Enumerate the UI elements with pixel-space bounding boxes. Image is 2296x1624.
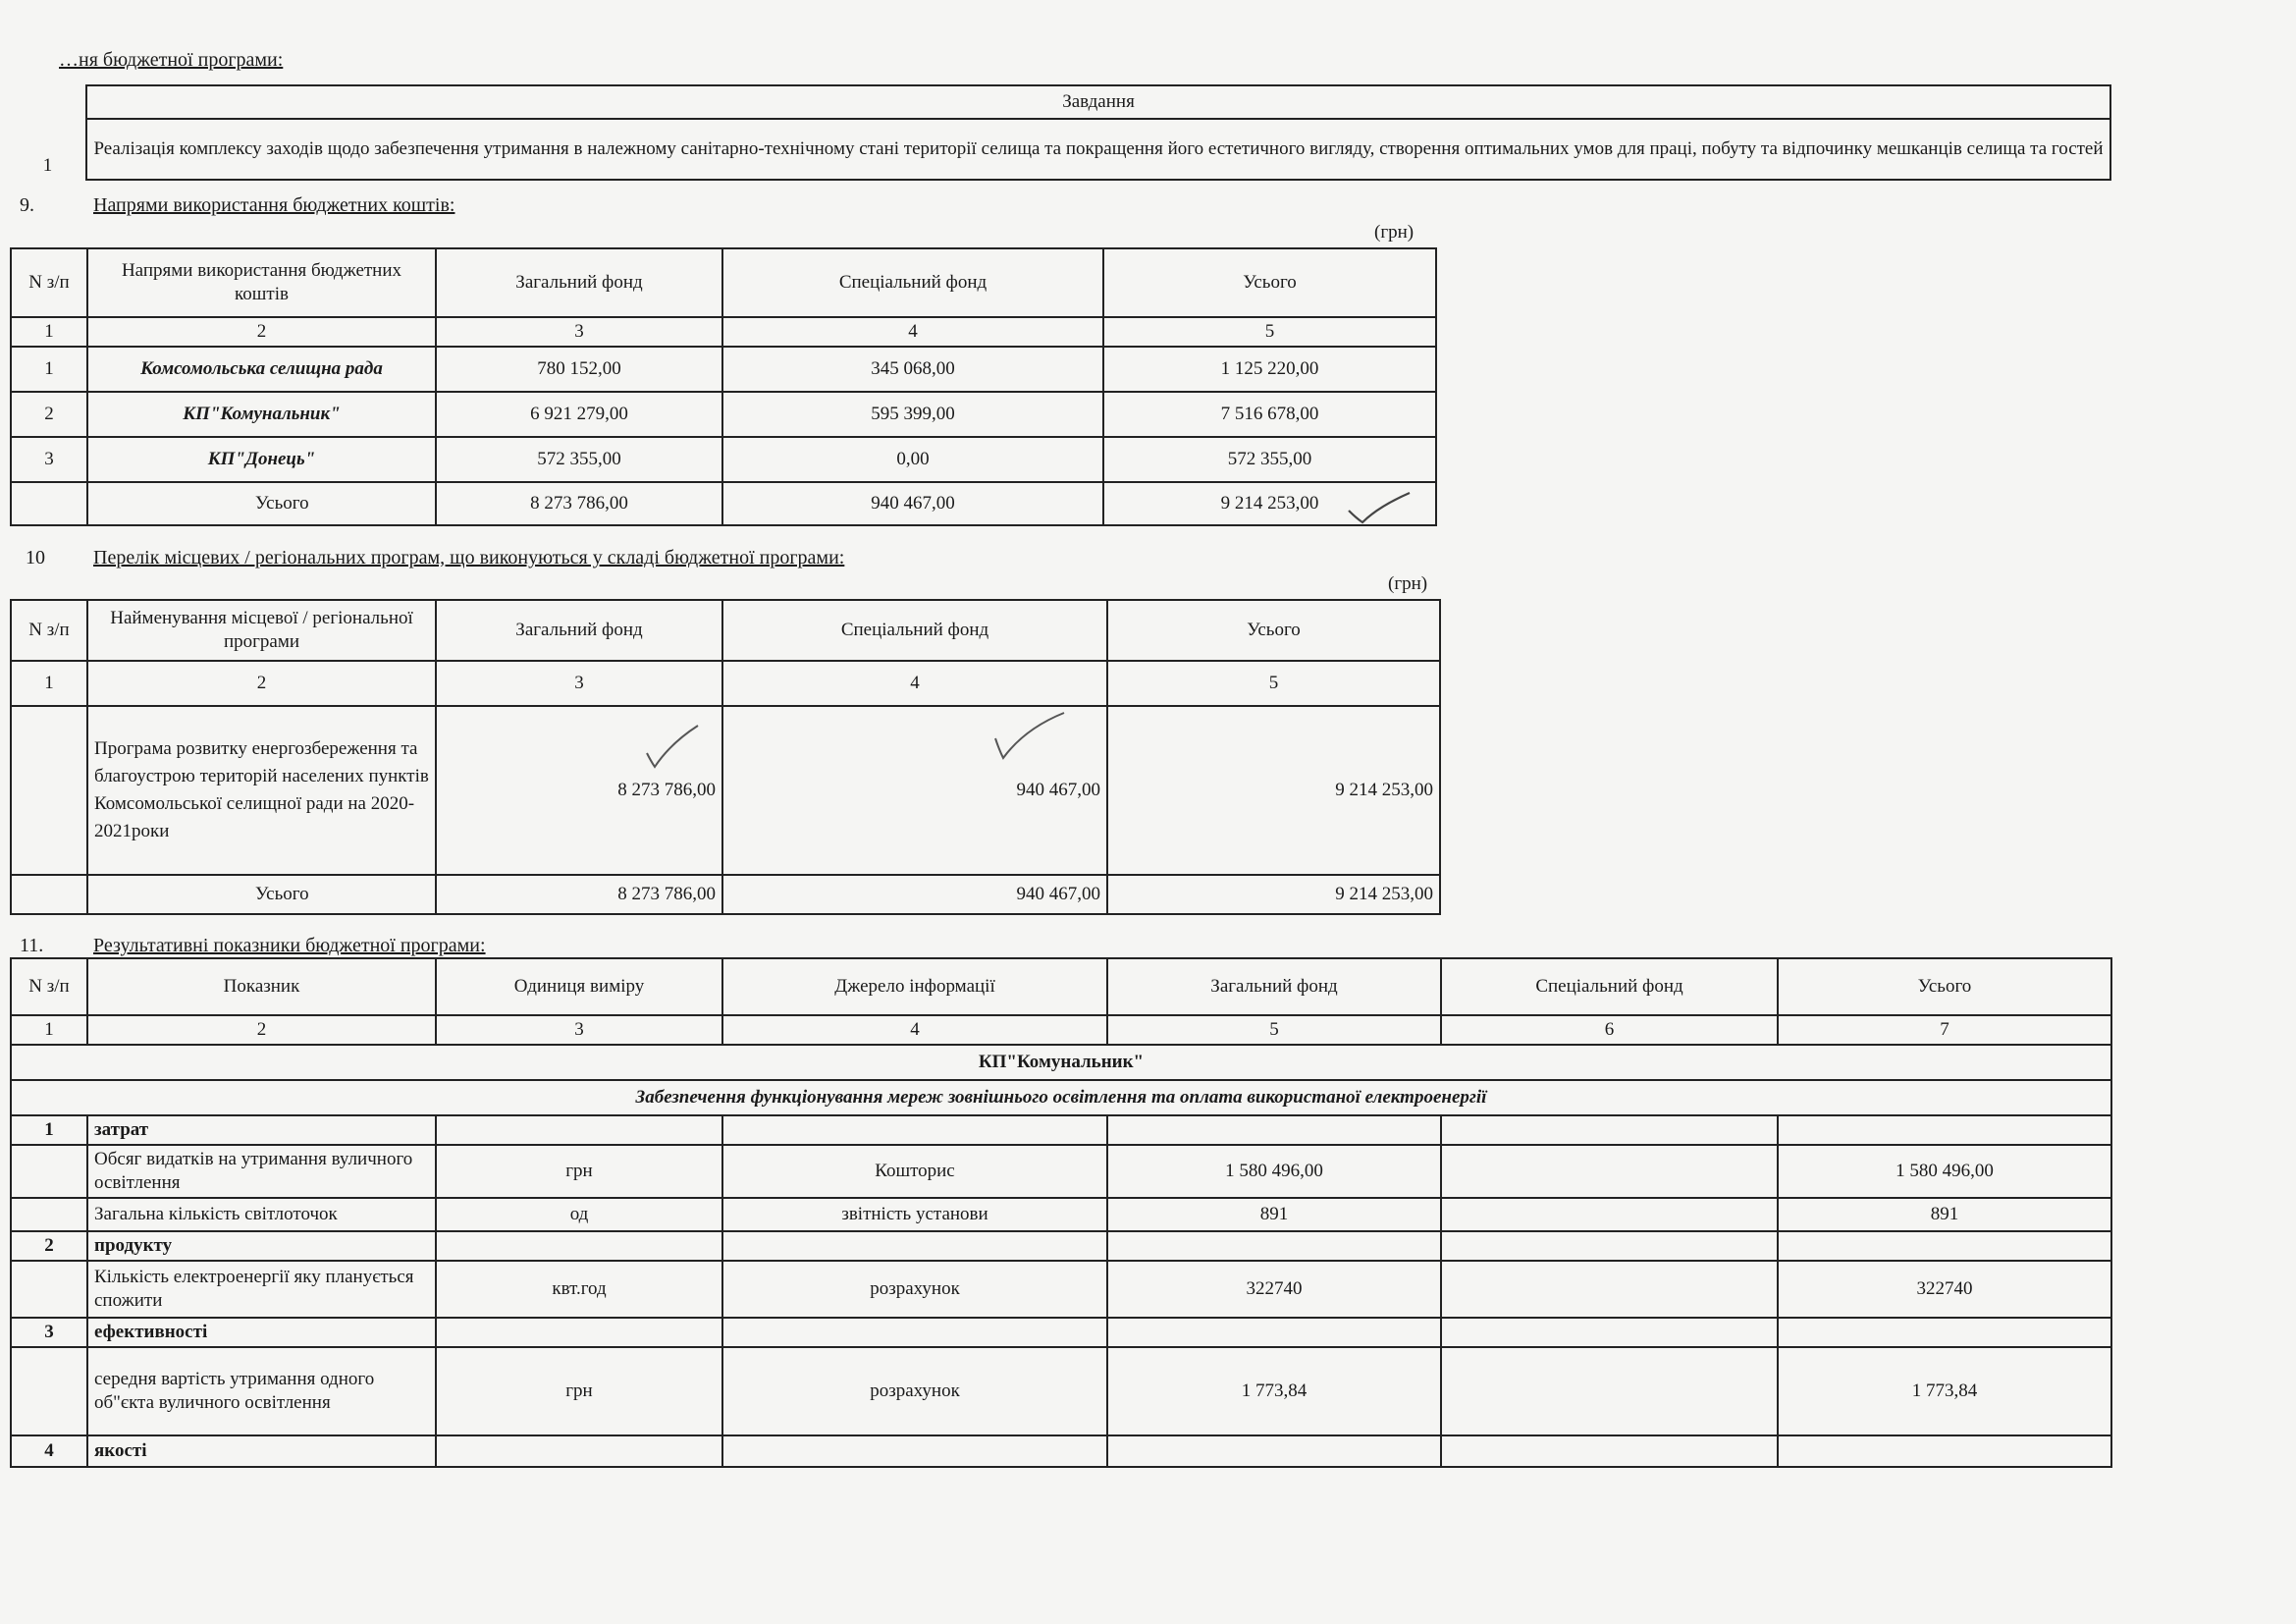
col-header-indicator: Показник	[87, 958, 436, 1015]
col-header-no: N з/п	[11, 248, 87, 317]
index-cell: 1	[11, 661, 87, 706]
task-text: Реалізація комплексу заходів щодо забезпечення утримання в належному санітарно-технічному стані території селища та покращення його естетичного вигляду, створення оптимальних умов для праці, побуту та відпочинку мешканців селища та гостей	[86, 119, 2110, 180]
col-header-program: Найменування місцевої / регіональної програми	[87, 600, 436, 661]
section9-title: Напрями використання бюджетних коштів:	[93, 194, 455, 216]
index-cell: 2	[87, 317, 436, 347]
index-cell: 7	[1778, 1015, 2111, 1045]
index-cell: 4	[722, 661, 1107, 706]
task-row-no: 1	[42, 155, 53, 176]
total-row: Усього 8 273 786,00 940 467,00 9 214 253,00	[11, 875, 1440, 914]
checkmark-icon	[1345, 489, 1414, 528]
section11-title: Результативні показники бюджетної програми:	[93, 935, 486, 956]
col-header-no: N з/п	[11, 958, 87, 1015]
index-cell: 5	[1103, 317, 1436, 347]
section10-title: Перелік місцевих / регіональних програм, що виконуються у складі бюджетної програми:	[93, 547, 845, 568]
index-cell: 5	[1107, 1015, 1441, 1045]
col-header-general: Загальний фонд	[436, 600, 722, 661]
index-cell: 3	[436, 661, 722, 706]
index-cell: 4	[722, 1015, 1107, 1045]
index-cell: 4	[722, 317, 1103, 347]
table-row: Загальна кількість світлоточок од звітність установи 891 891	[11, 1198, 2111, 1231]
index-cell: 2	[87, 1015, 436, 1045]
table-row: 3 КП"Донець" 572 355,00 0,00 572 355,00	[11, 437, 1436, 482]
col-header-unit: Одиниця виміру	[436, 958, 722, 1015]
org-heading: КП"Комунальник"	[11, 1045, 2111, 1080]
group-row: 4 якості	[11, 1435, 2111, 1467]
index-cell: 3	[436, 317, 722, 347]
table-row: 1 Комсомольська селищна рада 780 152,00 345 068,00 1 125 220,00	[11, 347, 1436, 392]
section9-unit: (грн)	[1374, 222, 1415, 243]
task-header: Завдання	[86, 85, 2110, 119]
index-cell: 5	[1107, 661, 1440, 706]
table-row: середня вартість утримання одного об"єкта вуличного освітлення грн розрахунок 1 773,84 1 773,84	[11, 1347, 2111, 1435]
col-header-special: Спеціальний фонд	[1441, 958, 1778, 1015]
group-row: 3 ефективності	[11, 1318, 2111, 1347]
col-header-general: Загальний фонд	[1107, 958, 1441, 1015]
section10-unit: (грн)	[1388, 573, 1428, 594]
col-header-total: Усього	[1103, 248, 1436, 317]
table-row: Програма розвитку енергозбереження та благоустрою територій населених пунктів Комсомольської селищної ради на 2020-2021роки 8 273 786,00 940 467,00 9 214 253,00	[11, 706, 1440, 875]
index-cell: 1	[11, 1015, 87, 1045]
col-header-general: Загальний фонд	[436, 248, 722, 317]
total-row: Усього 8 273 786,00 940 467,00 9 214 253,00	[11, 482, 1436, 525]
task-heading: Забезпечення функціонування мереж зовнішнього освітлення та оплата використаної електроенергії	[11, 1080, 2111, 1115]
index-cell: 3	[436, 1015, 722, 1045]
col-header-source: Джерело інформації	[722, 958, 1107, 1015]
index-cell: 2	[87, 661, 436, 706]
col-header-total: Усього	[1778, 958, 2111, 1015]
checkmark-icon	[643, 722, 702, 771]
col-header-special: Спеціальний фонд	[722, 248, 1103, 317]
col-header-no: N з/п	[11, 600, 87, 661]
section9-number: 9.	[20, 194, 34, 216]
table-row: Кількість електроенергії яку планується спожити квт.год розрахунок 322740 322740	[11, 1261, 2111, 1318]
col-header-special: Спеціальний фонд	[722, 600, 1107, 661]
section8-fragment-title: …ня бюджетної програми:	[59, 49, 284, 71]
performance-indicators-table	[10, 957, 2112, 1468]
task-table	[10, 84, 2111, 181]
index-cell: 1	[11, 317, 87, 347]
checkmark-icon	[989, 709, 1068, 763]
section10-number: 10	[26, 547, 45, 568]
group-row: 1 затрат	[11, 1115, 2111, 1145]
col-header-direction: Напрями використання бюджетних коштів	[87, 248, 436, 317]
group-row: 2 продукту	[11, 1231, 2111, 1261]
col-header-total: Усього	[1107, 600, 1440, 661]
table-row: 2 КП"Комунальник" 6 921 279,00 595 399,00 7 516 678,00	[11, 392, 1436, 437]
budget-directions-table	[10, 247, 1437, 526]
index-cell: 6	[1441, 1015, 1778, 1045]
local-programs-table	[10, 599, 1441, 915]
section11-number: 11.	[20, 935, 44, 956]
table-row: Обсяг видатків на утримання вуличного освітлення грн Кошторис 1 580 496,00 1 580 496,00	[11, 1145, 2111, 1198]
